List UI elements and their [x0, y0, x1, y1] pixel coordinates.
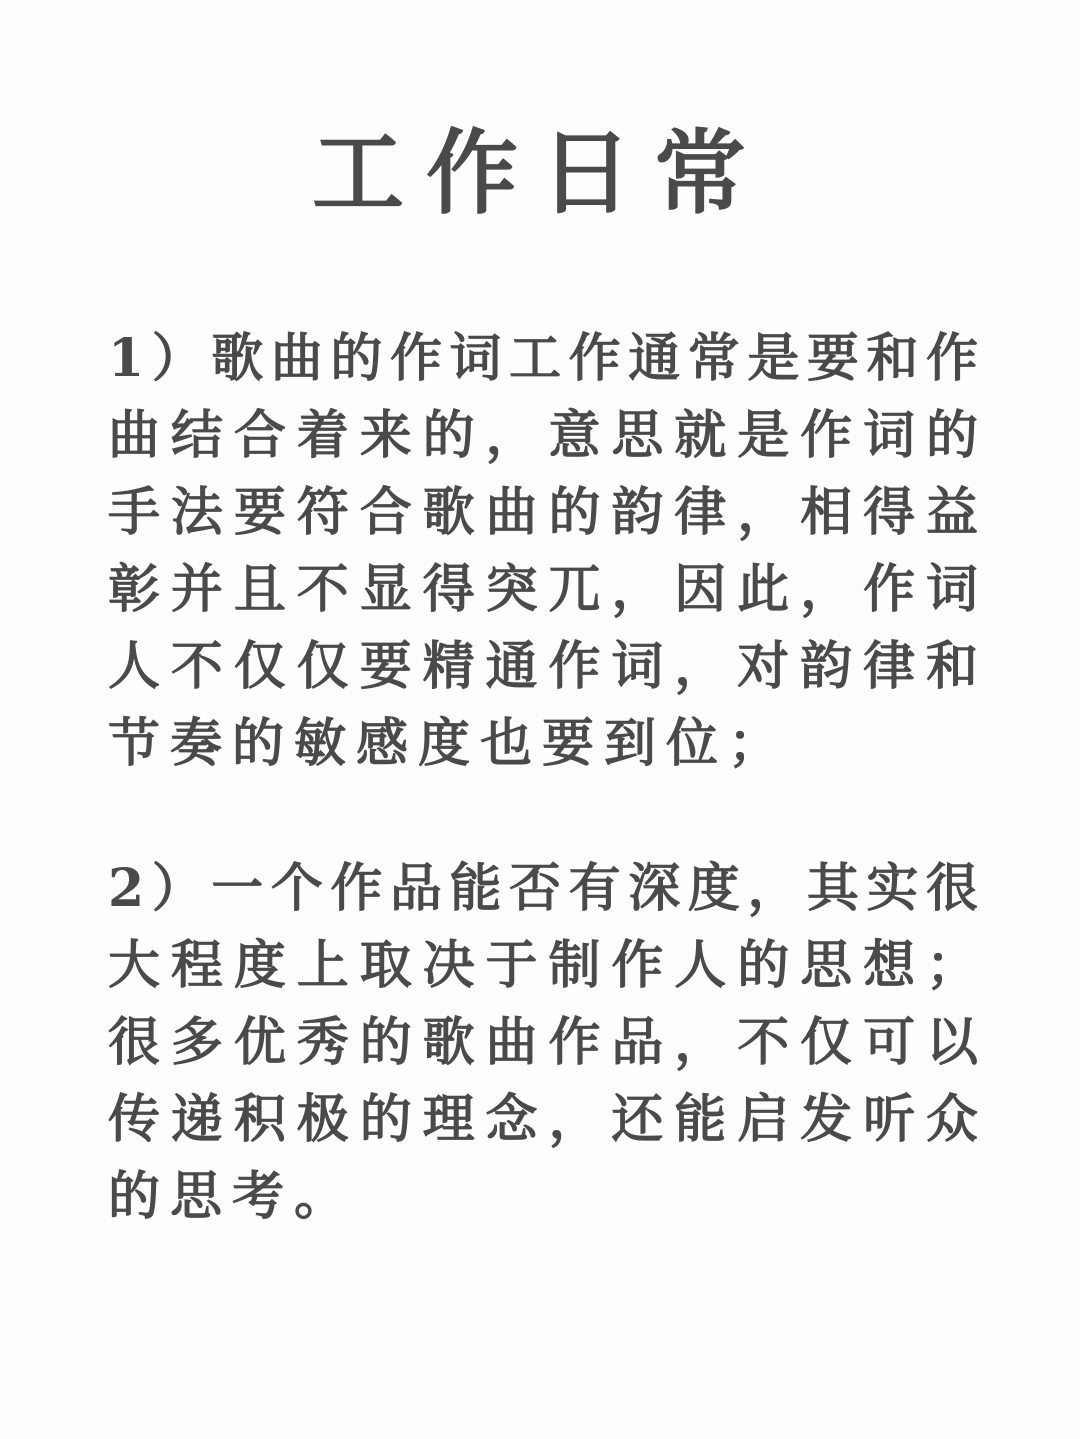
paragraph-line: 的思考。: [108, 1166, 357, 1227]
paragraph-line: 大程度上取决于制作人的思想；: [108, 935, 978, 996]
paragraph-line: 人不仅仅要精通作词，对韵律和: [108, 636, 978, 697]
paragraph-1: [108, 320, 978, 782]
page-title: 工作日常: [311, 119, 768, 227]
paragraph-line: 节奏的敏感度也要到位；: [108, 713, 791, 774]
paragraph-line: 传递积极的理念，还能启发听众: [108, 1089, 978, 1150]
paragraph-line: 1）歌曲的作词工作通常是要和作: [108, 328, 978, 389]
paragraph-line: 彰并且不显得突兀，因此，作词: [108, 559, 978, 620]
paragraph-line: 很多优秀的歌曲作品，不仅可以: [108, 1012, 978, 1073]
paragraph-line: 曲结合着来的，意思就是作词的: [108, 405, 978, 466]
paragraph-line: 2）一个作品能否有深度，其实很: [108, 858, 978, 919]
paragraph-line: 手法要符合歌曲的韵律，相得益: [108, 482, 978, 543]
paragraph-2: [108, 850, 978, 1235]
